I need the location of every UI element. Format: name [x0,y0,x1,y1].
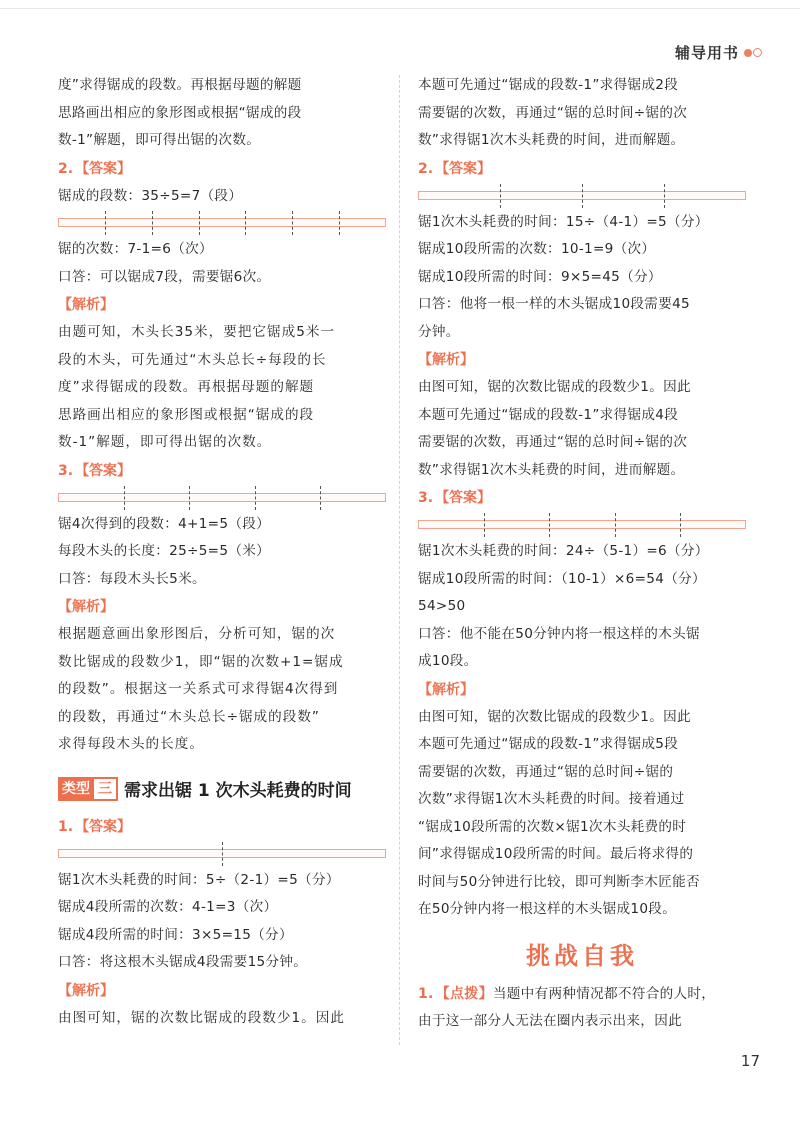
text-line: 成10段。 [418,653,478,669]
left-intro [58,72,386,155]
column-divider [399,75,400,1045]
cut-mark [105,211,106,235]
analysis-label: 【解析】 [58,297,114,313]
text-line: “锯成10段所需的次数×锯1次木头耗费的时 [418,818,687,835]
text-line: 求得每段木头的长度。 [58,736,204,752]
text-line: 锯成10段所需的时间：9×5=45（分） [418,268,662,285]
text-line: 锯成10段所需的时间：（10-1）×6=54（分） [418,570,706,587]
text-line: 锯4次得到的段数：4+1=5（段） [58,515,271,532]
text-line: 口答：他将一根一样的木头锯成10段需要45 [418,296,690,312]
text-line: 时间与50分钟进行比较，即可判断李木匠能否 [418,873,700,890]
right-c1 [418,980,746,1036]
cut-mark [549,513,550,537]
text-line: 锯1次木头耗费的时间：5÷（2-1）=5（分） [58,871,340,888]
challenge-title: 挑战自我 [526,941,638,970]
cut-mark [152,211,153,235]
text-line: 数”求得锯1次木头耗费的时间，进而解题。 [418,132,685,148]
section-title: 需求出锯 1 次木头耗费的时间 [124,781,352,801]
cut-mark [292,211,293,235]
left-column [58,72,386,1032]
text-line: 本题可先通过“锯成的段数-1”求得锯成2段 [418,77,679,93]
header-dots-icon [744,48,762,57]
text-line: 数-1”解题，即可得出锯的次数。 [58,132,261,148]
text-line: 锯成10段所需的次数：10-1=9（次） [418,241,656,257]
text-line: 由题可知，木头长35米，要把它锯成5米一 [58,324,336,340]
top-rule [0,8,800,9]
text-line: 锯的次数：7-1=6（次） [58,241,213,257]
text-line: 度”求得锯成的段数。再根据母题的解题 [58,379,315,395]
left-q3 [58,457,386,759]
page-header [675,42,762,63]
text-line: 口答：每段木头长5米。 [58,570,206,587]
analysis-label: 【解析】 [58,982,114,999]
cut-mark [189,486,190,510]
answer-label: 2. 【答案】 [58,160,132,177]
text-line: 锯1次木头耗费的时间：24÷（5-1）=6（分） [418,543,709,559]
text-line: 由于这一部分人无法在圈内表示出来，因此 [418,1013,682,1029]
text-line: 段的木头，可先通过“木头总长÷每段的长 [58,351,327,368]
cut-mark [255,486,256,510]
text-line: 由图可知，锯的次数比锯成的段数少1。因此 [58,1009,345,1026]
text-line: 在50分钟内将一根这样的木头锯成10段。 [418,901,677,917]
section-tag-type: 类型 [58,777,92,801]
analysis-label: 【解析】 [58,599,114,615]
right-q2 [418,155,746,485]
text-line: 根据题意画出象形图后，分析可知，锯的次 [58,626,336,642]
text-line: 口答：可以锯成7段，需要锯6次。 [58,268,271,285]
text-line: 分钟。 [418,323,460,340]
answer-label: 2. 【答案】 [418,160,492,177]
page-number: 17 [740,1052,760,1070]
answer-label: 1. 【答案】 [58,818,132,835]
left-s1 [58,813,386,1033]
right-intro [418,72,746,155]
text-line: 54>50 [418,598,466,614]
text-line: 由图可知，锯的次数比锯成的段数少1。因此 [418,379,691,395]
text-line: 度”求得锯成的段数。再根据母题的解题 [58,77,302,93]
answer-label: 3. 【答案】 [418,490,492,506]
cut-mark [615,513,616,537]
text-line: 数-1”解题，即可得出锯的次数。 [58,434,272,450]
text-line: 口答：他不能在50分钟内将一根这样的木头锯 [418,625,700,642]
cut-mark [484,513,485,537]
saw-diagram [58,210,386,236]
text-line: 锯1次木头耗费的时间：15÷（4-1）=5（分） [418,213,709,230]
text-line: 数”求得锯1次木头耗费的时间，进而解题。 [418,461,685,478]
text-line: 需要锯的次数，再通过“锯的总时间÷锯的 [418,763,674,780]
saw-diagram [418,183,746,209]
cut-mark [339,211,340,235]
cut-mark [199,211,200,235]
text-line: 的段数，再通过“木头总长÷锯成的段数” [58,708,320,725]
left-q2 [58,155,386,457]
right-column [418,72,746,1036]
section-tag-number: 三 [92,777,118,801]
section-tag [58,777,118,801]
text-line: 锯成的段数：35÷5=7（段） [58,187,243,204]
cut-mark [245,211,246,235]
text-line: 本题可先通过“锯成的段数-1”求得锯成5段 [418,736,679,752]
text-line: 需要锯的次数，再通过“锯的总时间÷锯的次 [418,434,688,450]
text-line: 数比锯成的段数少1，即“锯的次数+1=锯成 [58,653,344,670]
text-line: 由图可知，锯的次数比锯成的段数少1。因此 [418,708,691,725]
text-line: 的段数”。根据这一关系式可求得锯4次得到 [58,681,339,697]
cut-mark [222,842,223,866]
text-line: 本题可先通过“锯成的段数-1”求得锯成4段 [418,406,679,423]
text-line: 口答：将这根木头锯成4段需要15分钟。 [58,954,308,970]
text-line: 锯成4段所需的时间：3×5=15（分） [58,926,293,943]
saw-diagram [418,512,746,538]
text-line: 每段木头的长度：25÷5=5（米） [58,543,271,559]
text-line: 间”求得锯成10段所需的时间。最后将求得的 [418,846,694,862]
text-line: 思路画出相应的象形图或根据“锯成的段 [58,406,315,423]
text-line: 1. 【点拨】当题中有两种情况都不符合的人时， [418,985,716,1002]
cut-mark [582,184,583,208]
cut-mark [664,184,665,208]
header-title: 辅导用书 [674,44,739,62]
section-heading [58,769,386,809]
right-q3 [418,484,746,924]
text-line: 思路画出相应的象形图或根据“锯成的段 [58,104,302,121]
analysis-label: 【解析】 [418,352,474,368]
text-line: 需要锯的次数，再通过“锯的总时间÷锯的次 [418,104,688,121]
text-line: 锯成4段所需的次数：4-1=3（次） [58,899,278,915]
cut-mark [320,486,321,510]
saw-diagram [58,485,386,511]
analysis-label: 【解析】 [418,681,474,698]
cut-mark [680,513,681,537]
cut-mark [124,486,125,510]
text-line: 次数”求得锯1次木头耗费的时间。接着通过 [418,791,685,807]
saw-diagram [58,841,386,867]
cut-mark [500,184,501,208]
answer-label: 3. 【答案】 [58,462,132,479]
